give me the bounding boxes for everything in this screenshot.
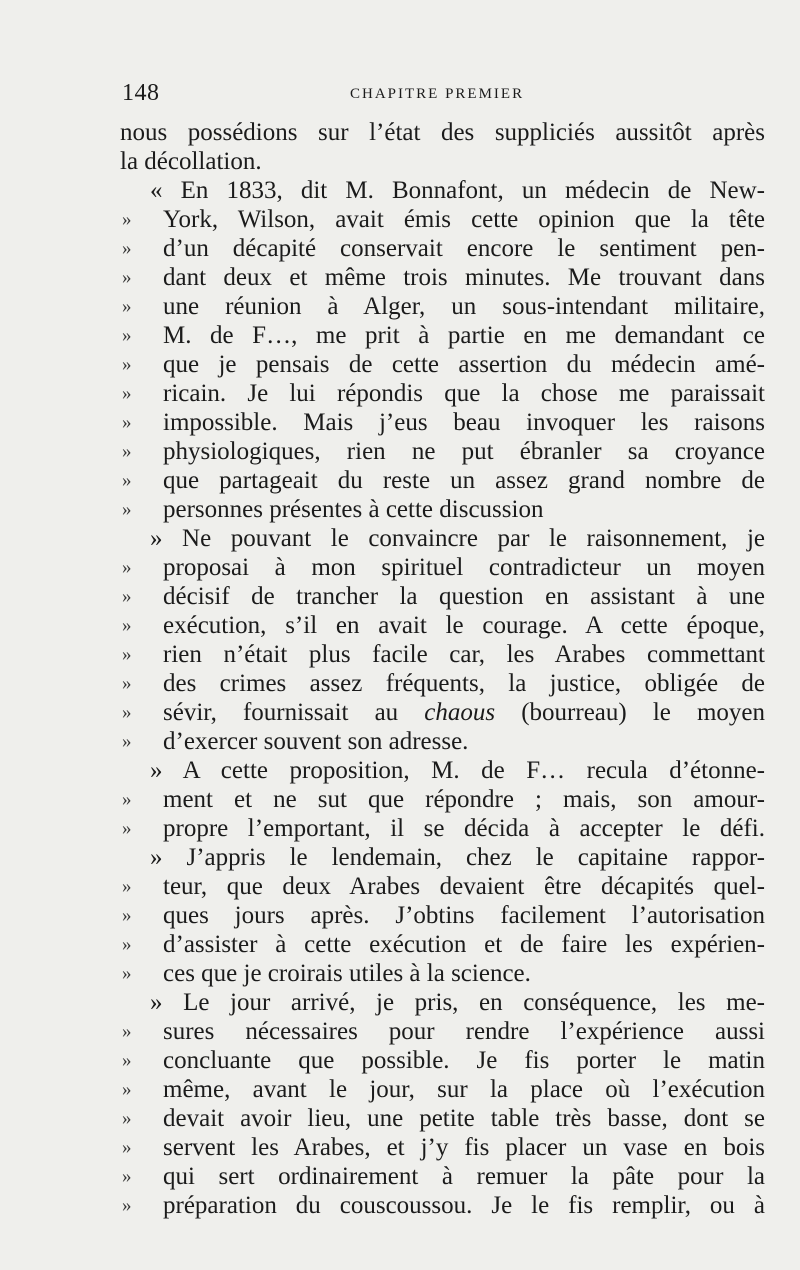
quote-mark: » <box>122 1108 132 1129</box>
line-text: » Ne pouvant le convaincre par le raisonnement, je <box>150 525 765 552</box>
line-text: sures nécessaires pour rendre l’expérience aussi <box>163 1018 765 1045</box>
line-text: personnes présentes à cette discussion <box>163 496 544 523</box>
text-line <box>0 292 800 321</box>
line-text: sévir, fournissait au chaous (bourreau) le moyen <box>163 699 766 726</box>
text-line <box>0 930 800 959</box>
quote-mark: » <box>122 441 132 462</box>
quote-mark: » <box>122 876 132 897</box>
line-text: » Le jour arrivé, je pris, en conséquence, les me- <box>150 989 765 1016</box>
quote-mark: » <box>122 673 132 694</box>
text-line <box>0 118 800 147</box>
text-line <box>0 321 800 350</box>
text-line <box>0 611 800 640</box>
quote-mark: » <box>122 499 132 520</box>
quote-mark: » <box>122 296 132 317</box>
line-text: que je pensais de cette assertion du médecin amé- <box>163 351 765 378</box>
line-text: ces que je croirais utiles à la science. <box>163 960 531 987</box>
line-text: proposai à mon spirituel contradicteur un moyen <box>163 554 765 581</box>
text-line <box>0 1104 800 1133</box>
quote-mark: » <box>122 383 132 404</box>
text-line <box>0 524 800 553</box>
text-line <box>0 1046 800 1075</box>
line-text: devait avoir lieu, une petite table très basse, dont se <box>163 1105 765 1132</box>
quote-mark: » <box>122 818 132 839</box>
text-line <box>0 727 800 756</box>
line-text: servent les Arabes, et j’y fis placer un vase en bois <box>163 1134 765 1161</box>
running-title: CHAPITRE PREMIER <box>350 86 525 102</box>
text-line <box>0 205 800 234</box>
quote-mark: » <box>122 209 132 230</box>
quote-mark: » <box>122 963 132 984</box>
text-line <box>0 698 800 727</box>
line-text: » A cette proposition, M. de F… recula d’étonne- <box>150 757 765 784</box>
line-text: nous possédions sur l’état des suppliciés aussitôt après <box>120 119 765 146</box>
quote-mark: » <box>122 238 132 259</box>
line-text: d’assister à cette exécution et de faire les expérien- <box>163 931 765 958</box>
text-line <box>0 176 800 205</box>
quote-mark: » <box>122 1137 132 1158</box>
text-line <box>0 669 800 698</box>
text-line <box>0 1162 800 1191</box>
line-text: teur, que deux Arabes devaient être décapités quel- <box>163 873 765 900</box>
line-text: même, avant le jour, sur la place où l’exécution <box>163 1076 765 1103</box>
quote-mark: » <box>122 934 132 955</box>
quote-mark: » <box>122 615 132 636</box>
line-text: concluante que possible. Je fis porter le matin <box>163 1047 765 1074</box>
line-text: propre l’emportant, il se décida à accepter le défi. <box>163 815 765 842</box>
quote-mark: » <box>122 354 132 375</box>
quote-mark: » <box>122 586 132 607</box>
text-line <box>0 582 800 611</box>
italic-word: chaous <box>424 699 496 726</box>
line-text: d’un décapité conservait encore le sentiment pen- <box>163 235 765 262</box>
line-text: la décollation. <box>120 148 262 175</box>
page-number: 148 <box>122 80 160 106</box>
text-line <box>0 814 800 843</box>
text-line <box>0 234 800 263</box>
text-line <box>0 408 800 437</box>
quote-mark: » <box>122 1166 132 1187</box>
text-line <box>0 379 800 408</box>
quote-mark: » <box>122 731 132 752</box>
line-text: dant deux et même trois minutes. Me trouvant dans <box>163 264 765 291</box>
line-text: ques jours après. J’obtins facilement l’autorisation <box>163 902 765 929</box>
page-header <box>122 80 760 114</box>
line-text: impossible. Mais j’eus beau invoquer les raisons <box>163 409 765 436</box>
text-line <box>0 350 800 379</box>
text-line <box>0 785 800 814</box>
line-text: qui sert ordinairement à remuer la pâte pour la <box>163 1163 765 1190</box>
text-line <box>0 147 800 176</box>
line-text: d’exercer souvent son adresse. <box>163 728 469 755</box>
line-text: des crimes assez fréquents, la justice, obligée de <box>163 670 765 697</box>
text-line <box>0 959 800 988</box>
line-text: exécution, s’il en avait le courage. A cette époque, <box>163 612 765 639</box>
text-line <box>0 1191 800 1220</box>
line-text: physiologiques, rien ne put ébranler sa croyance <box>163 438 765 465</box>
text-line <box>0 553 800 582</box>
text-line <box>0 466 800 495</box>
quote-mark: » <box>122 789 132 810</box>
quote-mark: » <box>122 1195 132 1216</box>
text-line <box>0 756 800 785</box>
text-line <box>0 495 800 524</box>
quote-mark: » <box>122 325 132 346</box>
text-line <box>0 988 800 1017</box>
quote-mark: » <box>122 1021 132 1042</box>
line-text: préparation du couscoussou. Je le fis remplir, ou à <box>163 1192 765 1219</box>
quote-mark: » <box>122 470 132 491</box>
quote-mark: » <box>122 1079 132 1100</box>
line-text: ment et ne sut que répondre ; mais, son amour- <box>163 786 765 813</box>
line-text: » J’appris le lendemain, chez le capitaine rappor- <box>150 844 765 871</box>
quote-mark: » <box>122 557 132 578</box>
line-text: ricain. Je lui répondis que la chose me paraissait <box>163 380 765 407</box>
text-line <box>0 1075 800 1104</box>
line-text: York, Wilson, avait émis cette opinion que la tête <box>163 206 765 233</box>
quote-mark: » <box>122 412 132 433</box>
text-line <box>0 1133 800 1162</box>
text-line <box>0 1017 800 1046</box>
body-text <box>0 118 800 1220</box>
text-line <box>0 901 800 930</box>
quote-mark: » <box>122 644 132 665</box>
quote-mark: » <box>122 1050 132 1071</box>
line-text: décisif de trancher la question en assistant à une <box>163 583 765 610</box>
quote-mark: » <box>122 905 132 926</box>
quote-mark: » <box>122 702 132 723</box>
quote-mark: » <box>122 267 132 288</box>
text-line <box>0 843 800 872</box>
text-line <box>0 263 800 292</box>
line-text: « En 1833, dit M. Bonnafont, un médecin de New- <box>150 177 765 204</box>
text-line <box>0 872 800 901</box>
line-text: que partageait du reste un assez grand nombre de <box>163 467 765 494</box>
line-text: une réunion à Alger, un sous-intendant militaire, <box>163 293 765 320</box>
line-text: M. de F…, me prit à partie en me demandant ce <box>163 322 765 349</box>
line-text: rien n’était plus facile car, les Arabes commettant <box>163 641 765 668</box>
text-line <box>0 437 800 466</box>
text-line <box>0 640 800 669</box>
